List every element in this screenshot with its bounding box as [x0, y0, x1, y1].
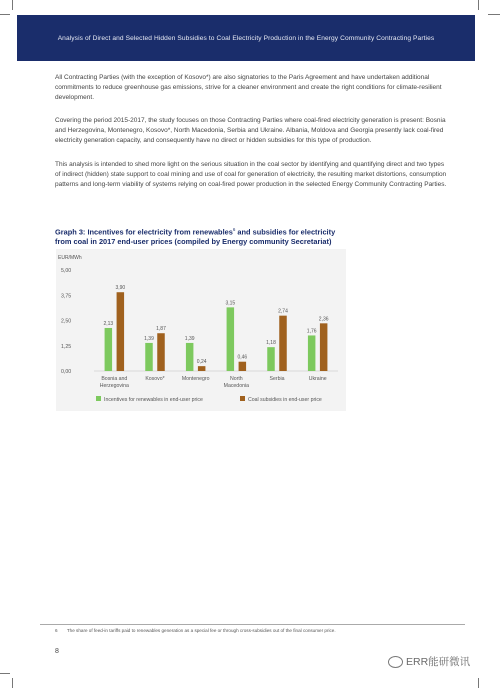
crop-mark [12, 0, 13, 10]
data-label: 1,39 [144, 335, 154, 342]
data-label: 1,18 [266, 340, 276, 347]
crop-mark [0, 673, 10, 674]
graph-title: Graph 3: Incentives for electricity from renewables$^6$ and subsidies for electricity from coal in 2017 end-user prices (compiled by Energy community Secretariat) [55, 227, 336, 247]
legend-swatch [240, 396, 245, 401]
watermark-text: ERR能研微讯 [406, 656, 471, 668]
data-label: 3,15 [225, 300, 236, 307]
bar-renewables [186, 343, 194, 371]
footnote-text: The share of feed-in tariffs paid to renewables generation as a special fee or through cross-subsidies out of the final consumer price. [66, 628, 336, 633]
bar-coal [117, 292, 125, 371]
y-axis-unit: EUR/MWh [58, 255, 82, 261]
bar-coal [157, 333, 165, 371]
x-tick-label: Ukraine [308, 376, 327, 382]
crop-mark [478, 0, 479, 10]
data-label: 1,39 [184, 335, 195, 342]
page-number: 8 [55, 648, 59, 655]
paragraph-1: All Contracting Parties (with the exception of Kosovo*) are also signatories to the Paris Agreement and have undertaken additional commitments to reduce greenhouse gas emissions, strive for a cleaner environment and create the right conditions for climate-resilient development. [55, 74, 442, 102]
data-label: 2,74 [278, 308, 288, 315]
x-tick-label: Macedonia [223, 383, 250, 389]
bar-renewables [267, 347, 275, 371]
chart-panel [56, 249, 346, 411]
data-label: 2,36 [318, 316, 329, 323]
crop-mark [0, 14, 10, 15]
legend-label: Incentives for renewables in end-user price [104, 397, 203, 403]
footnote-marker: 6 [55, 628, 58, 633]
bar-coal [320, 323, 328, 371]
bar-renewables [227, 307, 235, 371]
bar-chart [56, 249, 346, 411]
bar-renewables [145, 343, 153, 371]
y-tick-label: 1,25 [61, 343, 72, 350]
paragraph-2: Covering the period 2015-2017, the study focuses on those Contracting Parties where coal-fired electricity generation is present: Bosnia and Herzegovina, Montenegro, Kosovo*, North Macedonia, Serbia and Ukraine. Albania, Moldova and Georgia presently lack coal-fired electricity generation capacity, and consequently have no direct or hidden subsidies for this type of production. [55, 117, 446, 145]
crop-mark [488, 14, 500, 15]
bar-coal [239, 362, 247, 371]
crop-mark [12, 678, 13, 688]
header-title: Analysis of Direct and Selected Hidden Subsidies to Coal Electricity Production in the Energy Community Contracting Parties [57, 34, 435, 42]
bar-renewables [308, 335, 316, 371]
data-label: 3,90 [115, 285, 126, 292]
data-label: 0,24 [196, 359, 207, 366]
y-tick-label: 2,50 [61, 318, 72, 325]
y-tick-label: 0,00 [61, 369, 72, 375]
x-tick-label: Bosnia and [101, 376, 128, 382]
y-tick-label: 3,75 [61, 293, 72, 300]
page-header [17, 15, 475, 61]
crop-mark [478, 678, 479, 688]
y-tick-label: 5,00 [61, 268, 72, 274]
bar-renewables [105, 328, 113, 371]
data-label: 0,46 [237, 354, 248, 361]
x-tick-label: North [229, 376, 243, 382]
legend-swatch [96, 396, 101, 401]
chat-bubble-icon [388, 656, 403, 668]
legend-label: Coal subsidies in end-user price [248, 397, 322, 403]
x-tick-label: Serbia [269, 376, 285, 382]
bar-coal [279, 316, 287, 371]
x-tick-label: Herzegovina [99, 383, 129, 389]
x-tick-label: Kosovo* [145, 376, 165, 382]
footnote-divider [40, 624, 465, 625]
paragraph-3: This analysis is intended to shed more light on the serious situation in the coal sector by identifying and quantifying direct and two types of indirect (hidden) state support to coal mining and use of coal for generation of electricity, the resulting market distortions, consumption patterns and long-term viability of systems relying on coal-fired power production in the selected Energy Community Contracting Parties. [55, 161, 447, 189]
watermark [388, 654, 470, 669]
data-label: 1,87 [156, 326, 166, 333]
footnote [55, 628, 336, 633]
data-label: 1,76 [306, 328, 317, 335]
data-label: 2,13 [103, 320, 114, 327]
bar-coal [198, 366, 206, 371]
x-tick-label: Montenegro [181, 376, 210, 382]
